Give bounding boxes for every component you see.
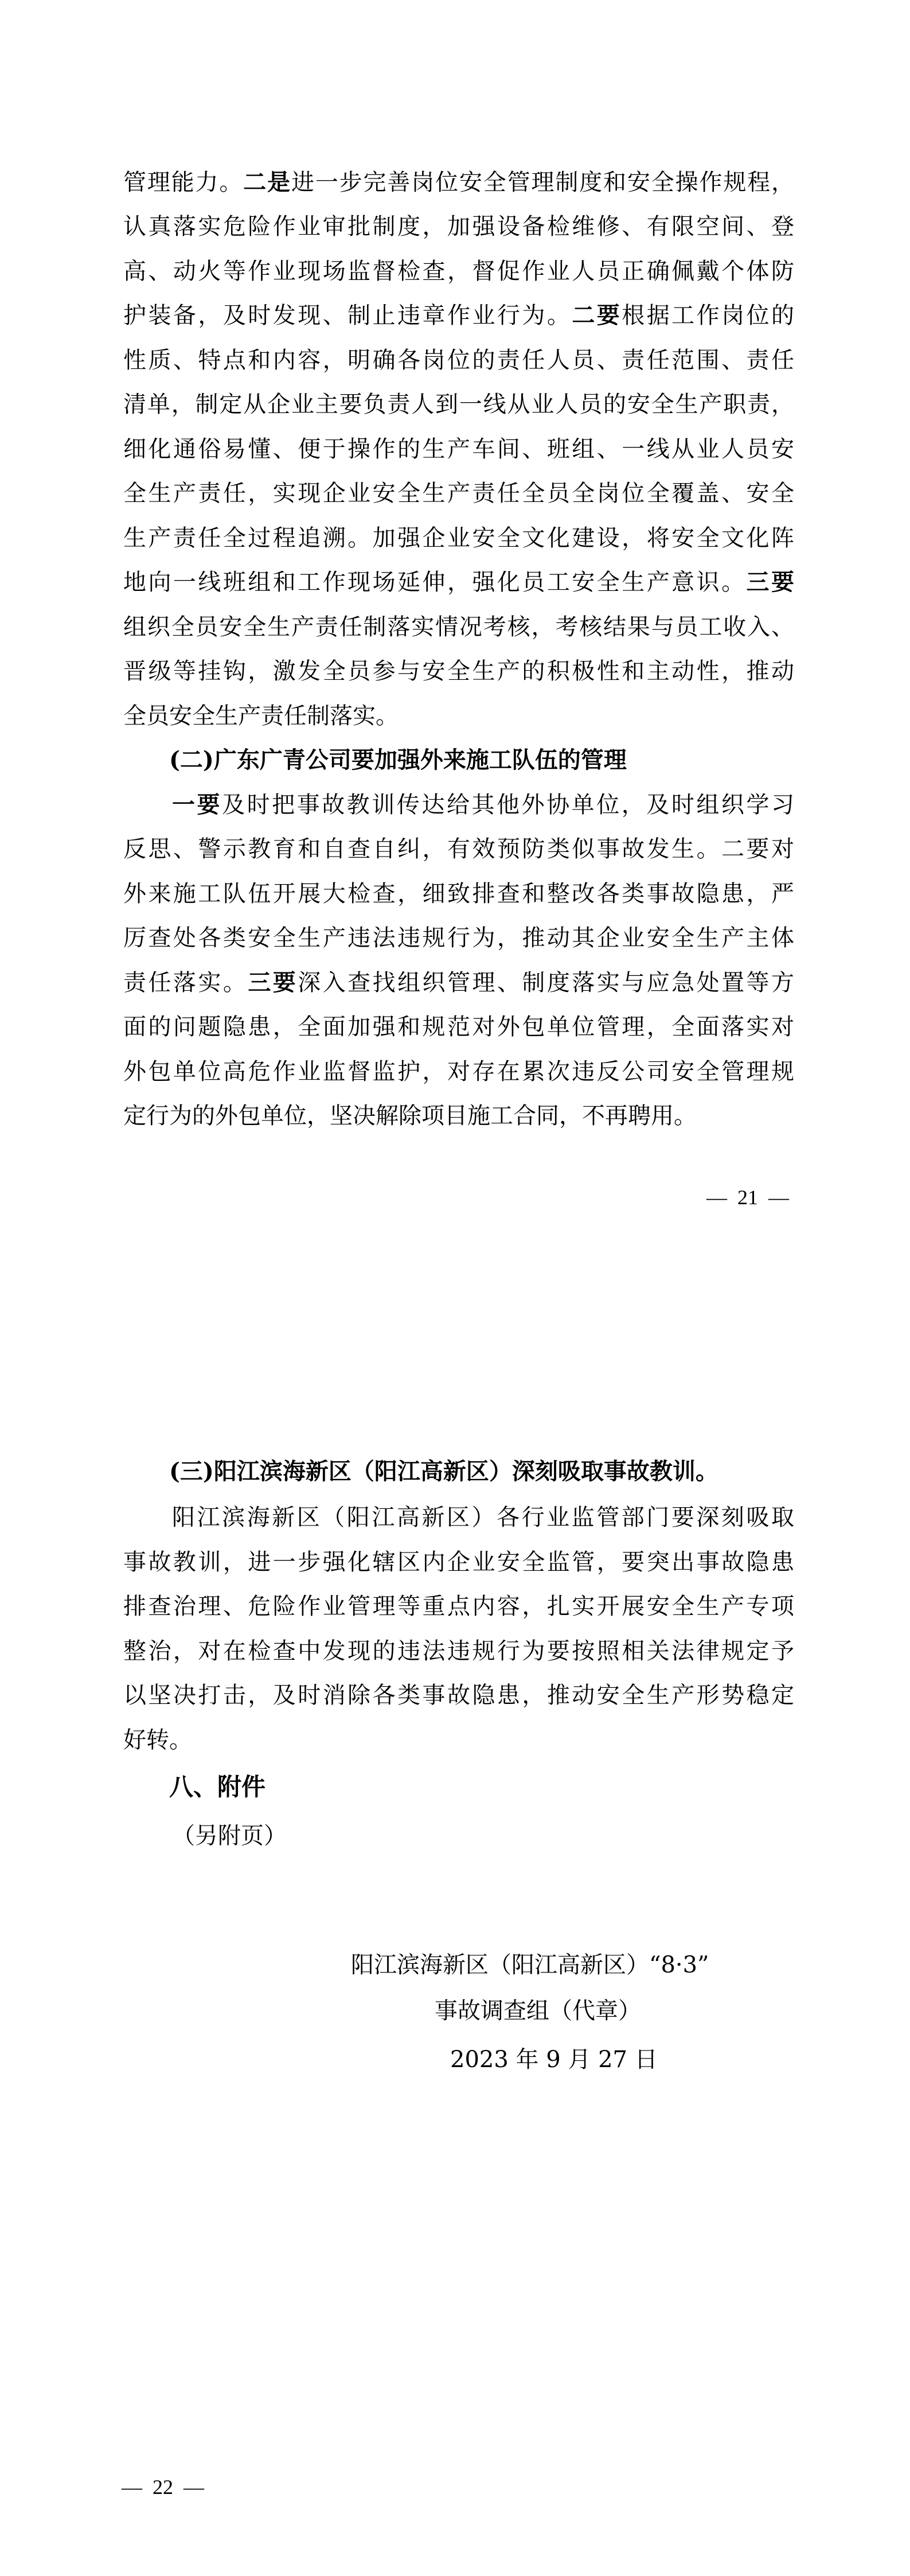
body-line: [123, 878, 794, 910]
text: 晋级等挂钩，激发全员参与安全生产的积极性和主动性，推动: [123, 658, 794, 684]
body-line: [123, 477, 794, 509]
text: 反思、警示教育和自查自纠，有效预防类似事故发生。二要对: [123, 836, 794, 862]
body-line: [123, 299, 794, 332]
body-line: [123, 611, 794, 643]
bold-lead: 三要: [248, 970, 298, 996]
body-line: [123, 1100, 794, 1132]
text: 面的问题隐患，全面加强和规范对外包单位管理，全面落实对: [123, 1014, 794, 1040]
text: 好转。: [123, 1727, 192, 1753]
body-line: [123, 566, 794, 598]
body-line: [123, 433, 794, 465]
body-line: [123, 1011, 794, 1043]
text: 地向一线班组和工作现场延伸，强化员工安全生产意识。: [123, 569, 747, 596]
text: 责任落实。: [123, 970, 248, 996]
text: 全生产责任，实现企业安全生产责任全员全岗位全覆盖、安全: [123, 480, 794, 507]
text: 性质、特点和内容，明确各岗位的责任人员、责任范围、责任: [123, 347, 794, 373]
text: 全员安全生产责任制落实。: [123, 703, 399, 729]
body-line: [123, 388, 794, 421]
body-line: [123, 255, 794, 287]
body-line: [123, 1546, 794, 1578]
text: 护装备，及时发现、制止违章作业行为。: [123, 302, 572, 329]
body-line: [123, 1724, 794, 1756]
body-line: [123, 700, 794, 732]
body-line: [123, 967, 794, 999]
text: 外包单位高危作业监督监护，对存在累次违反公司安全管理规: [123, 1059, 794, 1085]
section-title-attachments: 八、附件: [169, 1773, 266, 1801]
body-line: [172, 789, 794, 821]
signature-org-line1: 阳江滨海新区（阳江高新区）“8·3”: [351, 1952, 709, 1978]
body-line: [123, 211, 794, 243]
body-line: [123, 833, 794, 865]
body-line: [123, 1679, 794, 1711]
body-line: [172, 1501, 794, 1534]
subheading-3: (三)阳江滨海新区（阳江高新区）深刻吸取事故教训。: [169, 1458, 718, 1485]
text: 定行为的外包单位，坚决解除项目施工合同，不再聘用。: [123, 1103, 697, 1129]
body-line: [123, 522, 794, 554]
body-line: [123, 922, 794, 954]
attachment-note: （另附页）: [172, 1823, 287, 1849]
text: 根据工作岗位的: [622, 302, 795, 329]
text: 进一步完善岗位安全管理制度和安全操作规程，: [291, 169, 795, 196]
text: 排查治理、危险作业管理等重点内容，扎实开展安全生产专项: [123, 1593, 794, 1620]
text: 高、动火等作业现场监督检查，督促作业人员正确佩戴个体防: [123, 258, 794, 285]
signature-date: 2023 年 9 月 27 日: [450, 2046, 658, 2073]
bold-lead: 一要: [172, 792, 222, 818]
body-line: [123, 1590, 794, 1622]
bold-lead: 二要: [572, 302, 622, 329]
text: 整治，对在检查中发现的违法违规行为要按照相关法律规定予: [123, 1638, 794, 1664]
signature-org-line2: 事故调查组（代章）: [435, 1998, 641, 2024]
text: 清单，制定从企业主要负责人到一线从业人员的安全生产职责，: [123, 391, 794, 418]
text: 管理能力。: [123, 169, 244, 196]
text: 以坚决打击，及时消除各类事故隐患，推动安全生产形势稳定: [123, 1682, 794, 1709]
text: 厉查处各类安全生产违法违规行为，推动其企业安全生产主体: [123, 925, 794, 951]
bold-lead: 三要: [746, 569, 795, 596]
page-number: — 21 —: [706, 1186, 789, 1209]
body-line: [123, 166, 794, 199]
text: 事故教训，进一步强化辖区内企业安全监管，要突出事故隐患: [123, 1549, 794, 1575]
bold-lead: 二是: [243, 169, 291, 196]
body-line: [123, 1056, 794, 1088]
text: 细化通俗易懂、便于操作的生产车间、班组、一线从业人员安: [123, 436, 794, 462]
text: 阳江滨海新区（阳江高新区）各行业监管部门要深刻吸取: [172, 1504, 794, 1531]
text: 认真落实危险作业审批制度，加强设备检维修、有限空间、登: [123, 213, 794, 240]
body-line: [123, 1635, 794, 1667]
text: 及时把事故教训传达给其他外协单位，及时组织学习: [222, 792, 795, 818]
text: 深入查找组织管理、制度落实与应急处置等方: [298, 970, 795, 996]
subheading-2: (二)广东广青公司要加强外来施工队伍的管理: [169, 746, 627, 773]
body-line: [123, 655, 794, 687]
text: 外来施工队伍开展大检查，细致排查和整改各类事故隐患，严: [123, 881, 794, 907]
page-number: — 22 —: [122, 2476, 204, 2499]
text: 生产责任全过程追溯。加强企业安全文化建设，将安全文化阵: [123, 525, 794, 551]
body-line: [123, 344, 794, 376]
text: 组织全员安全生产责任制落实情况考核，考核结果与员工收入、: [123, 614, 794, 640]
